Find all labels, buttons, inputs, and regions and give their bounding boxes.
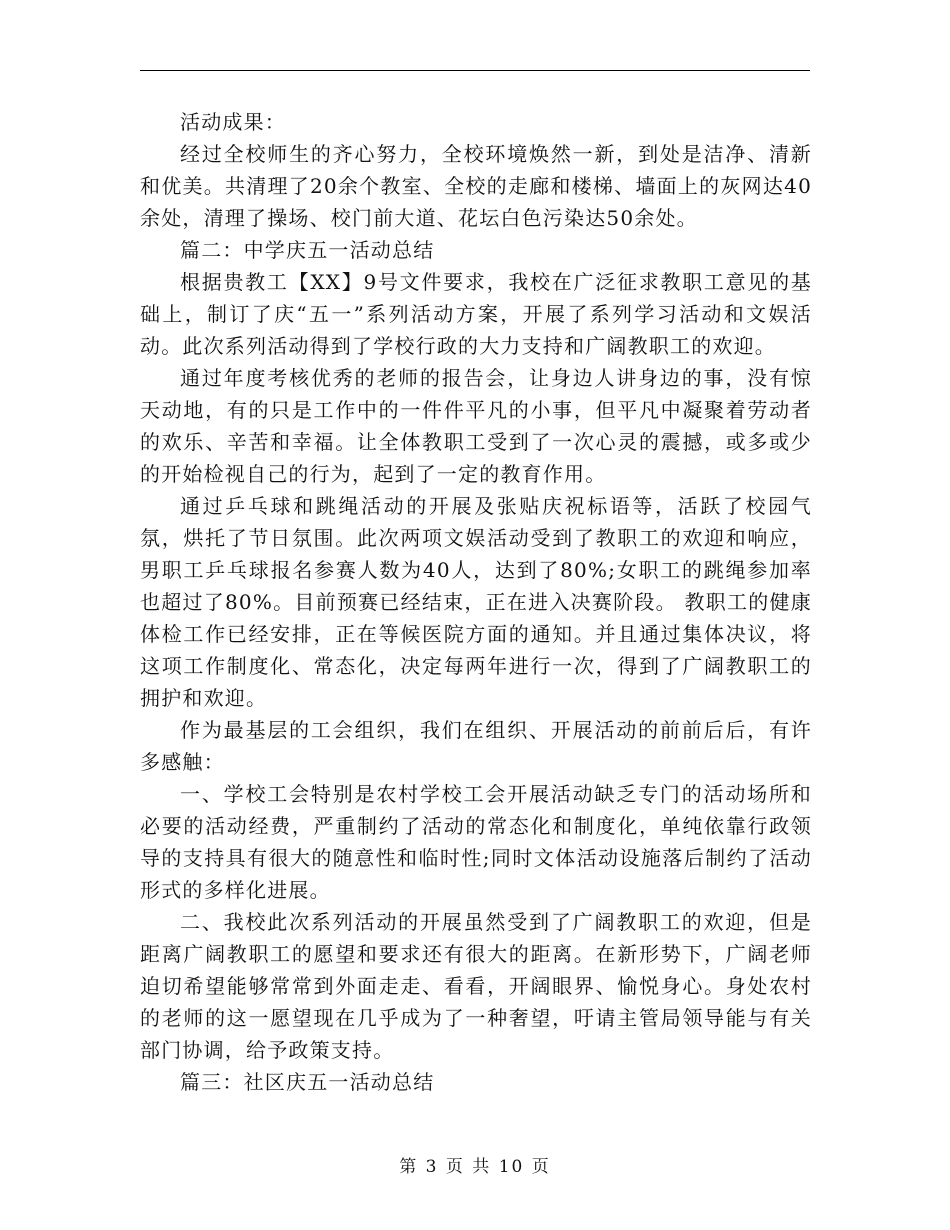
paragraph-results: 经过全校师生的齐心努力，全校环境焕然一新，到处是洁净、清新和优美。共清理了20余个教室、全校的走廊和楼梯、墙面上的灰网达40余处，清理了操场、校门前大道、花坛白色污染达50余处。 bbox=[140, 142, 812, 230]
paragraph-results-heading: 活动成果： bbox=[180, 110, 286, 134]
paragraph-reflection-two: 二、我校此次系列活动的开展虽然受到了广阔教职工的欢迎，但是距离广阔教职工的愿望和要求还有很大的距离。在新形势下，广阔老师迫切希望能够常常到外面走走、看看，开阔眼界、愉悦身心。身处农村的老师的这一愿望现在几乎成为了一种奢望，吁请主管局领导能与有关部门协调，给予政策支持。 bbox=[140, 910, 812, 1062]
section-heading-part-three: 篇三：社区庆五一活动总结 bbox=[180, 1070, 435, 1094]
paragraph-report-meeting: 通过年度考核优秀的老师的报告会，让身边人讲身边的事，没有惊天动地，有的只是工作中的一件件平凡的小事，但平凡中凝聚着劳动者的欢乐、辛苦和幸福。让全体教职工受到了一次心灵的震撼，或多或少的开始检视自己的行为，起到了一定的教育作用。 bbox=[140, 366, 812, 486]
page-number: 第 3 页 共 10 页 bbox=[399, 1157, 551, 1177]
paragraph-intro: 根据贵教工【XX】9号文件要求，我校在广泛征求教职工意见的基础上，制订了庆“五一”系列活动方案，开展了系列学习活动和文娱活动。此次系列活动得到了学校行政的大力支持和广阔教职工的欢迎。 bbox=[140, 270, 812, 358]
header-rule bbox=[140, 70, 810, 71]
paragraph-reflection-one: 一、学校工会特别是农村学校工会开展活动缺乏专门的活动场所和必要的活动经费，严重制约了活动的常态化和制度化，单纯依靠行政领导的支持具有很大的随意性和临时性;同时文体活动设施落后制约了活动形式的多样化进展。 bbox=[140, 782, 812, 902]
document-body bbox=[140, 106, 812, 1098]
section-heading-part-two: 篇二：中学庆五一活动总结 bbox=[180, 238, 435, 262]
paragraph-reflections-intro: 作为最基层的工会组织，我们在组织、开展活动的前前后后，有许多感触： bbox=[140, 718, 812, 774]
paragraph-sports-activities: 通过乒乓球和跳绳活动的开展及张贴庆祝标语等，活跃了校园气氛，烘托了节日氛围。此次两项文娱活动受到了教职工的欢迎和响应，男职工乒乓球报名参赛人数为40人，达到了80%;女职工的跳绳参加率也超过了80%。目前预赛已经结束，正在进入决赛阶段。 教职工的健康体检工作已经安排，正在等候医院方面的通知。并且通过集体决议，将这项工作制度化、常态化，决定每两年进行一次，得到了广阔教职工的拥护和欢迎。 bbox=[140, 494, 812, 710]
